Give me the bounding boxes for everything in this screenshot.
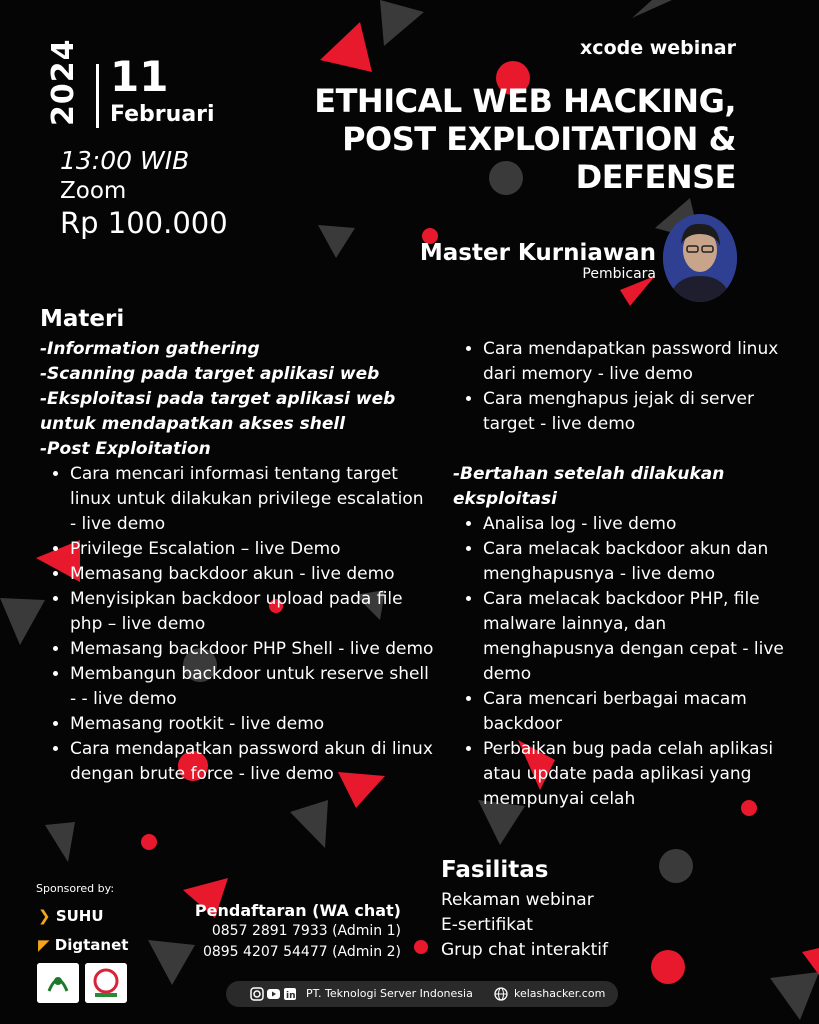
list-item: • Perbaikan bug pada celah aplikasi atau update pada aplikasi yang mempunyai celah [483,737,793,812]
globe-icon [494,987,508,1001]
person-icon [663,214,737,302]
post-exploitation-list-cont [453,337,793,437]
fasilitas-item: Grup chat interaktif [441,940,608,960]
list-item: • Cara melacak backdoor akun dan menghapusnya - live demo [483,537,793,587]
list-item: • Cara mencari informasi tentang target linux untuk dilakukan privilege escalation - live demo [70,462,435,537]
materi-right-column [453,337,793,812]
list-item: • Cara melacak backdoor PHP, file malware lainnya, dan menghapusnya dengan cepat - live demo [483,587,793,687]
footer-company: PT. Teknologi Server Indonesia [306,987,473,1000]
leaf-logo-icon [37,963,79,1003]
fasilitas-item: Rekaman webinar [441,890,594,910]
defense-list [453,512,793,812]
list-item: • Memasang backdoor PHP Shell - live demo [70,637,435,662]
fasilitas-list [441,888,608,963]
list-item: • Cara mendapatkan password linux dari memory - live demo [483,337,793,387]
webinar-title [266,82,736,196]
footer-bar [226,981,618,1007]
sponsor-digtanet: ◤ Digtanet [38,936,129,954]
svg-text:in: in [286,991,296,1001]
title-line: DEFENSE [575,158,736,196]
event-month: Februari [110,102,215,127]
list-item: • Menyisipkan backdoor upload pada file php – live demo [70,587,435,637]
sponsor-suhu: ❯ SUHU [38,907,104,925]
title-line: POST EXPLOITATION & [342,120,736,158]
sponsors-label: Sponsored by: [36,882,115,895]
sponsor-logo-red [85,963,127,1003]
event-price: Rp 100.000 [60,206,228,240]
fasilitas-item: E-sertifikat [441,915,533,935]
fasilitas-heading: Fasilitas [441,857,549,883]
topic-heading: -Information gathering [40,339,260,359]
sponsor-logo-green [37,963,79,1003]
list-item: • Cara mencari berbagai macam backdoor [483,687,793,737]
list-item: • Memasang rootkit - live demo [70,712,435,737]
date-divider [96,64,99,128]
badge-logo-icon [85,963,127,1003]
title-line: ETHICAL WEB HACKING, [314,82,736,120]
footer-website[interactable]: kelashacker.com [514,987,606,1000]
list-item: • Cara menghapus jejak di server target - live demo [483,387,793,437]
materi-left-column [40,337,435,787]
social-icons[interactable] [250,987,298,1001]
topic-heading: -Scanning pada target aplikasi web [40,364,380,384]
event-venue: Zoom [60,178,127,204]
list-item: • Privilege Escalation – live Demo [70,537,435,562]
contact-admin-1[interactable]: 0857 2891 7933 (Admin 1) [211,923,401,939]
topic-heading: -Post Exploitation [40,439,211,459]
digtanet-mark-icon: ◤ [38,936,50,954]
contact-admin-2[interactable]: 0895 4207 54477 (Admin 2) [202,944,401,960]
registration-heading: Pendaftaran (WA chat) [194,901,401,920]
event-day: 11 [110,52,169,101]
speaker-role: Pembicara [582,266,656,282]
defense-heading: -Bertahan setelah dilakukan eksploitasi [453,464,725,509]
suhu-mark-icon: ❯ [38,907,51,925]
topic-heading: -Eksploitasi pada target aplikasi web untuk mendapatkan akses shell [40,389,396,434]
speaker-avatar [663,214,737,302]
event-year: 2024 [46,38,81,126]
speaker-name: Master Kurniawan [419,240,656,266]
brand-name: xcode webinar [580,37,736,59]
materi-heading: Materi [40,306,125,332]
list-item: • Analisa log - live demo [483,512,793,537]
registration-info [195,900,401,963]
post-exploitation-list [40,462,435,787]
event-time: 13:00 WIB [60,146,190,175]
list-item: • Cara mendapatkan password akun di linux dengan brute force - live demo [70,737,435,787]
list-item: • Memasang backdoor akun - live demo [70,562,435,587]
list-item: • Membangun backdoor untuk reserve shell - - live demo [70,662,435,712]
